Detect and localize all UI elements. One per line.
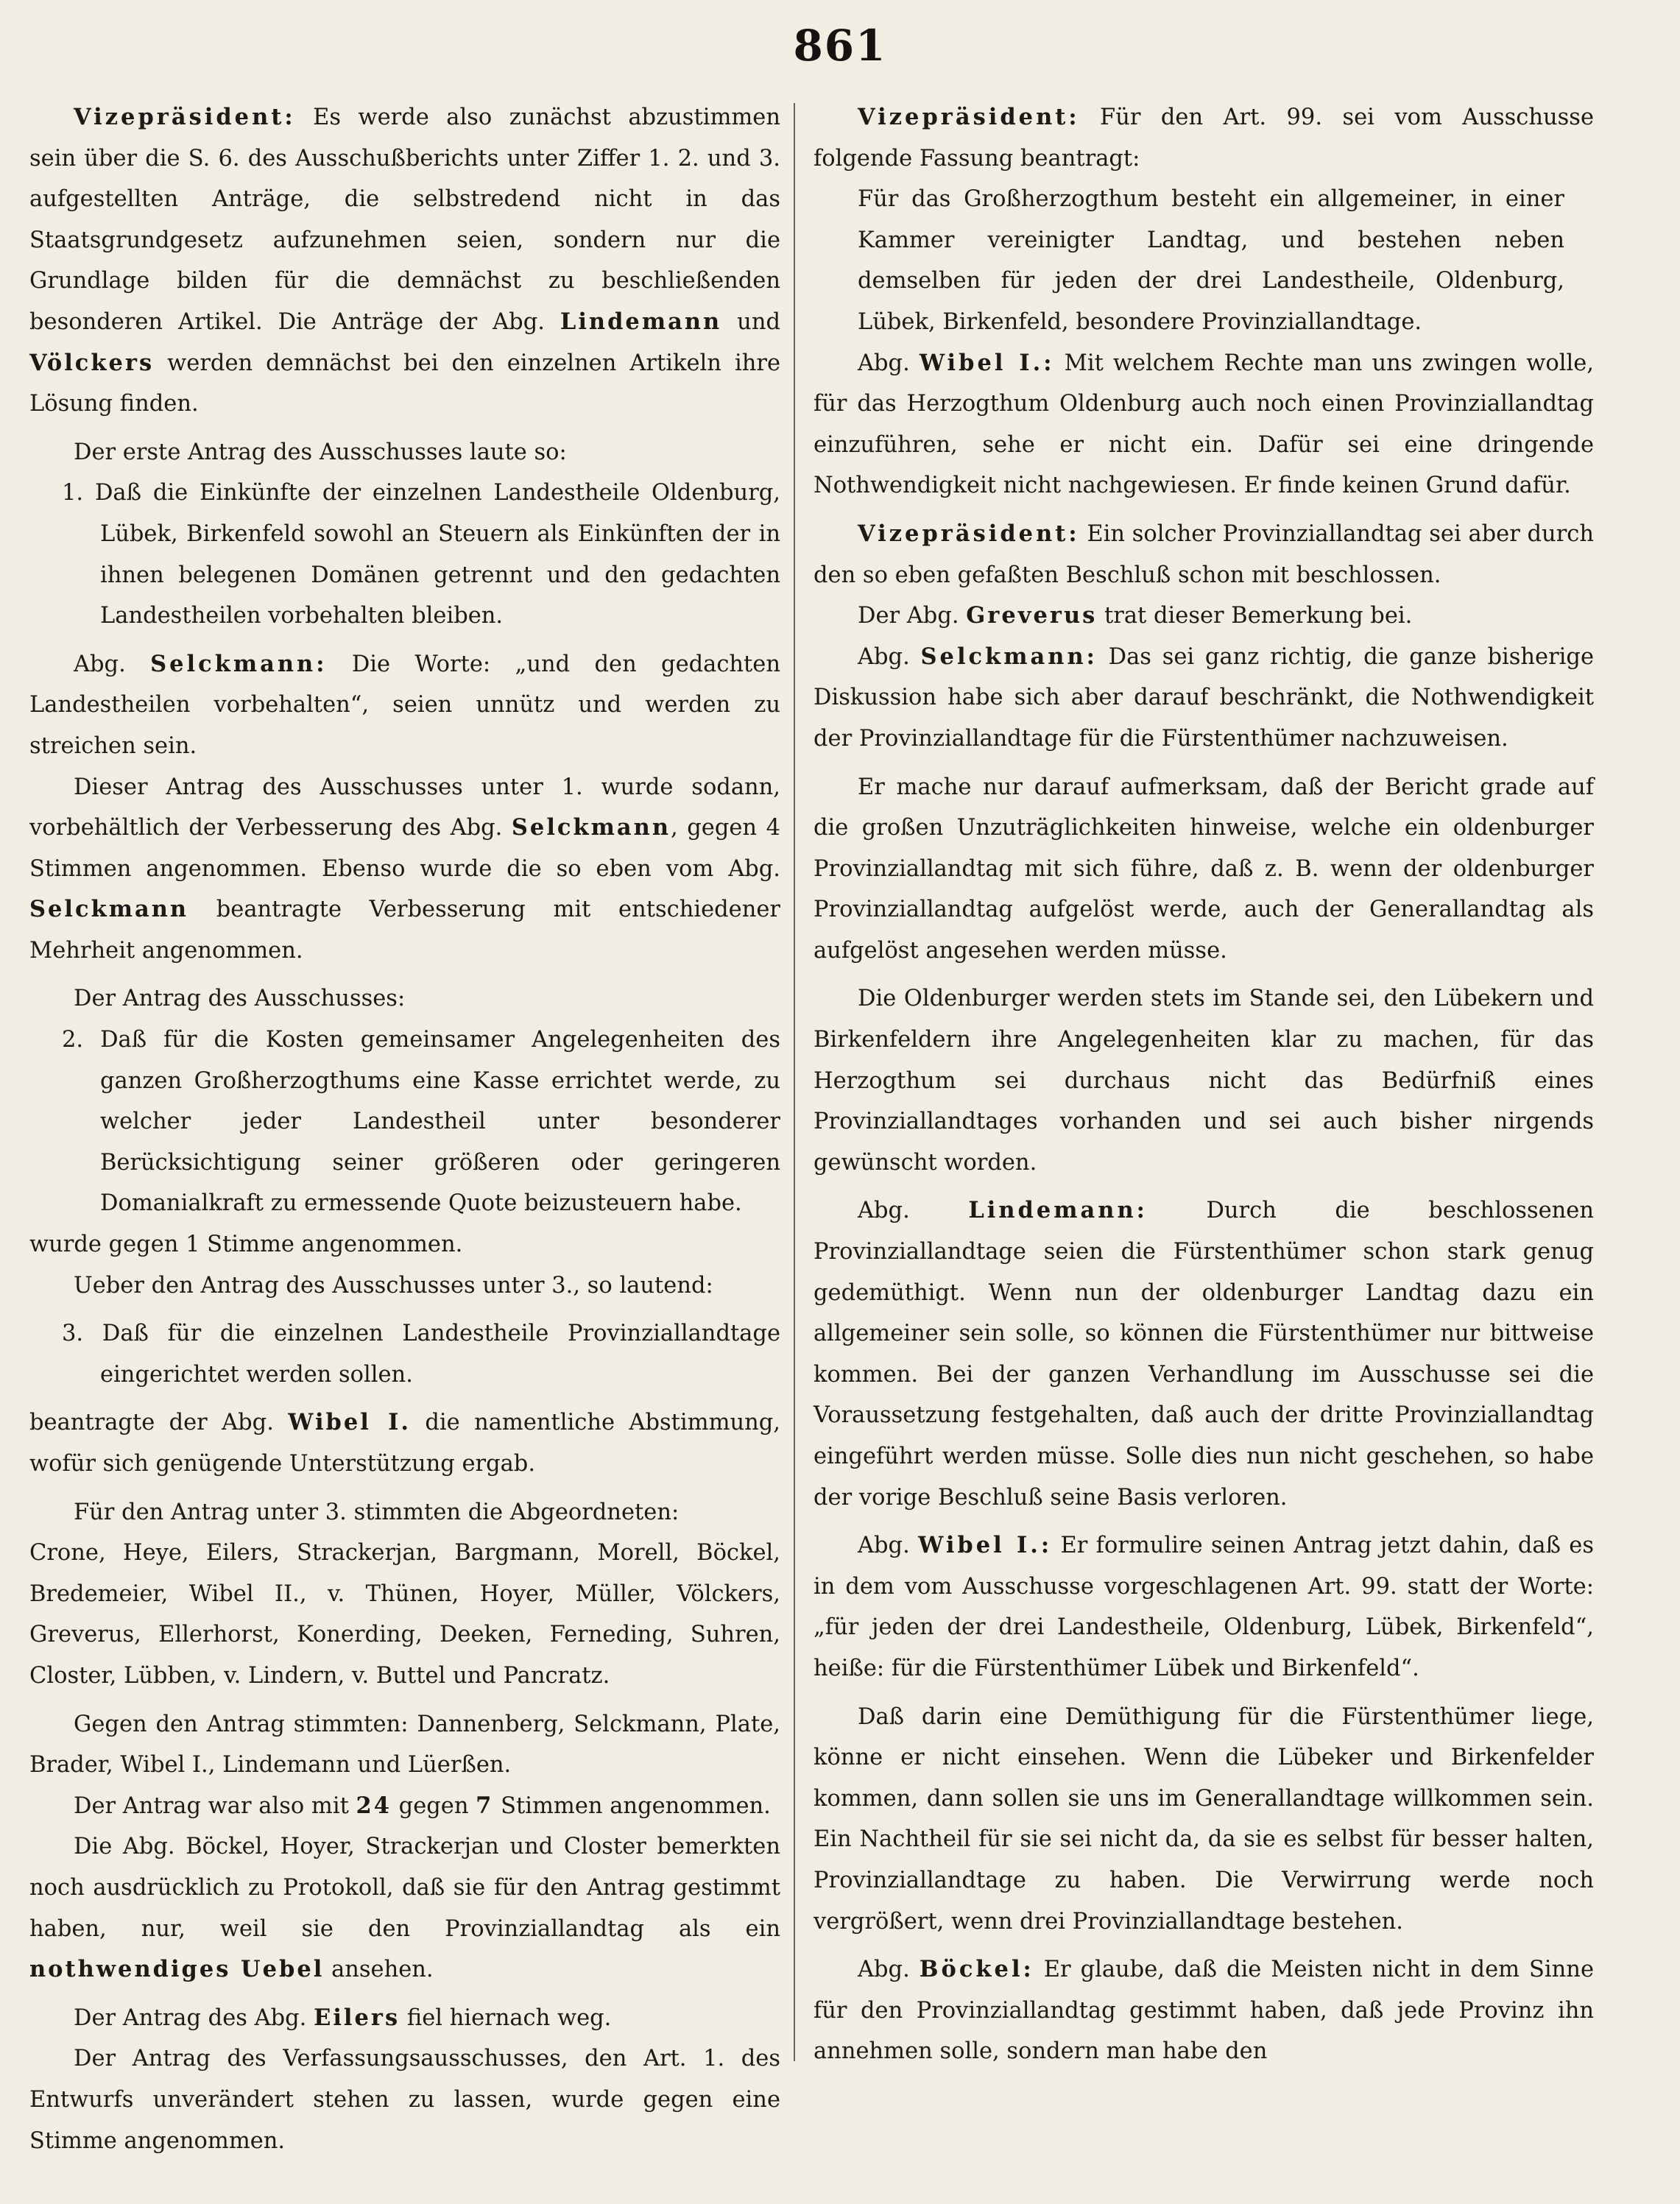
paragraph-text: fiel hiernach weg. <box>400 2005 612 2031</box>
paragraph-text: Dieser Antrag des Ausschusses unter 1. wurde sodann, vorbehältlich der Verbesserung des Abg. <box>29 774 780 841</box>
speaker-name: Vizepräsident: <box>858 520 1080 547</box>
vote-count: 24 <box>356 1792 392 1819</box>
paragraph <box>29 644 780 767</box>
proposed-article: Für das Großherzogthum besteht ein allgemeiner, in einer Kammer vereinigter Landtag, und bestehen neben demselben für jeden der drei Landestheile, Oldenburg, Lübek, Birkenfeld, besondere Provinziallandtage. <box>858 186 1564 335</box>
paragraph-text: Die Worte: „und den gedachten Landestheilen vorbehalten“, seien unnütz und werden zu streichen sein. <box>29 651 780 759</box>
paragraph <box>813 637 1594 760</box>
paragraph: Daß darin eine Demüthigung für die Fürstenthümer liege, könne er nicht einsehen. Wenn die Lübeker und Birkenfelder kommen, dann sollen sie uns im Generallandtage willkommen sein. Ein Nachtheil für sie sei nicht da, da sie es selbst für besser halten, Provinziallandtage zu haben. Die Verwirrung werde noch vergrößert, wenn drei Provinziallandtage bestehen. <box>813 1703 1594 1935</box>
paragraph-text: Es werde also zunächst abzustimmen sein über die S. 6. des Ausschußberichts unter Ziffer 1. 2. und 3. aufgestellten Anträge, die selbstredend nicht in das Staatsgrundgesetz aufzunehmen seien, sondern nur die Grundlage bilden für die demnächst zu beschließenden besonderen Artikel. Die Anträge der Abg. <box>29 105 780 335</box>
paragraph-text: Abg. <box>858 1533 919 1559</box>
page-number: 861 <box>793 21 887 71</box>
paragraph-text: die namentliche Abstimmung, wofür sich genügende Unterstützung ergab. <box>29 1410 780 1477</box>
paragraph-text: trat dieser Bemerkung bei. <box>1097 603 1413 629</box>
speaker-name: Selckmann: <box>920 643 1098 670</box>
paragraph <box>29 1402 780 1484</box>
paragraph-text: ansehen. <box>324 1957 434 1983</box>
emphasized-name: Wibel I. <box>288 1409 412 1436</box>
speaker-name: Böckel: <box>919 1956 1034 1983</box>
paragraph-text: beantragte Verbesserung mit entschiedener Mehrheit angenommen. <box>29 897 780 964</box>
paragraph-text: gegen <box>391 1792 476 1819</box>
emphasized-name: Lindemann <box>560 308 722 335</box>
paragraph-text: werden demnächst bei den einzelnen Artikeln ihre Lösung finden. <box>29 350 780 417</box>
paragraph-text: Der Antrag des Abg. <box>74 2005 314 2031</box>
paragraph <box>813 1949 1594 2072</box>
paragraph-text: und <box>721 308 780 335</box>
right-column <box>813 97 1594 2072</box>
paragraph-text: Abg. <box>858 643 921 670</box>
motion-item: 3. Daß für die einzelnen Landestheile Provinziallandtage eingerichtet werden sollen. <box>62 1321 780 1388</box>
paragraph: Der Antrag des Ausschusses: <box>74 986 406 1012</box>
motion-item: 1. Daß die Einkünfte der einzelnen Landestheile Oldenburg, Lübek, Birkenfeld sowohl an Steuern als Einkünften der in ihnen belegenen Domänen getrennt und den gedachten Landestheilen vorbehalten bleiben. <box>62 480 780 629</box>
speaker-name: Wibel I.: <box>918 1532 1053 1559</box>
paragraph-text: Durch die beschlossenen Provinziallandtage seien die Fürstenthümer schon stark genug gedemüthigt. Wenn nun der oldenburger Landtag dazu ein allgemeiner sein solle, so können die Fürstenthümer nur bittweise kommen. Bei der ganzen Verhandlung im Ausschusse sei die Voraussetzung festgehalten, daß auch der dritte Provinziallandtag eingeführt werden müsse. Solle dies nun nicht geschehen, so habe der vorige Beschluß seine Basis verloren. <box>813 1198 1595 1511</box>
emphasized-phrase: nothwendiges Uebel <box>29 1956 325 1983</box>
paragraph-text: beantragte der Abg. <box>29 1410 289 1436</box>
speaker-name: Selckmann: <box>150 650 328 677</box>
paragraph-text: Abg. <box>74 651 151 677</box>
paragraph <box>813 1190 1594 1518</box>
emphasized-name: Greverus <box>966 602 1098 629</box>
vote-list-against: Gegen den Antrag stimmten: Dannenberg, Selckmann, Plate, Brader, Wibel I., Lindemann und Lüerßen. <box>29 1711 780 1779</box>
emphasized-name: Völckers <box>29 349 155 376</box>
paragraph-text: Der Abg. <box>858 603 967 629</box>
paragraph-text: Abg. <box>858 1198 969 1224</box>
emphasized-name: Eilers <box>314 2004 400 2031</box>
paragraph <box>813 343 1594 506</box>
paragraph-text: Für den Art. 99. sei vom Ausschusse folgende Fassung beantragt: <box>813 105 1594 172</box>
paragraph-text: Stimmen angenommen. <box>493 1792 771 1819</box>
paragraph <box>29 767 780 972</box>
paragraph-text: Er formulire seinen Antrag jetzt dahin, daß es in dem vom Ausschusse vorgeschlagenen Art. 99. statt der Worte: „für jeden der drei Landestheile, Oldenburg, Lübek, Birkenfeld“, heiße: für die Fürstenthümer Lübek und Birkenfeld“. <box>813 1533 1594 1681</box>
emphasized-name: Selckmann <box>511 814 671 841</box>
paragraph-text: , gegen 4 Stimmen angenommen. Ebenso wurde die so eben vom Abg. <box>29 815 780 882</box>
paragraph <box>29 1998 780 2039</box>
vote-count: 7 <box>476 1792 494 1819</box>
paragraph: Der erste Antrag des Ausschusses laute so: <box>74 439 567 465</box>
paragraph-text: Der Antrag war also mit <box>74 1792 356 1819</box>
speaker-name: Wibel I.: <box>919 349 1055 376</box>
paragraph: Er mache nur darauf aufmerksam, daß der Bericht grade auf die großen Unzuträglichkeiten hinweise, welche ein oldenburger Provinziallandtag mit sich führe, daß z. B. wenn der oldenburger Provinziallandtag aufgelöst werde, auch der Generallandtag als aufgelöst angesehen werden müsse. <box>813 774 1594 964</box>
paragraph <box>29 1826 780 1990</box>
paragraph: wurde gegen 1 Stimme angenommen. <box>29 1232 463 1258</box>
paragraph <box>29 1786 780 1827</box>
paragraph: Für den Antrag unter 3. stimmten die Abgeordneten: <box>74 1499 680 1525</box>
paragraph <box>29 97 780 425</box>
paragraph-text: Ein solcher Provinziallandtag sei aber durch den so eben gefaßten Beschluß schon mit beschlossen. <box>813 520 1594 588</box>
speaker-name: Vizepräsident: <box>74 104 296 130</box>
left-column <box>29 97 780 2161</box>
paragraph-text: Er glaube, daß die Meisten nicht in dem Sinne für den Provinziallandtag gestimmt haben, daß jede Provinz ihn annehmen solle, sondern man habe den <box>813 1957 1594 2065</box>
emphasized-name: Selckmann <box>29 896 189 923</box>
motion-item: 2. Daß für die Kosten gemeinsamer Angelegenheiten des ganzen Großherzogthums eine Kasse errichtet werde, zu welcher jeder Landestheil unter besonderer Berücksichtigung seiner größeren oder geringeren Domanialkraft zu ermessende Quote beizusteuern habe. <box>62 1027 780 1217</box>
paragraph-text: Die Abg. Böckel, Hoyer, Strackerjan und Closter bemerkten noch ausdrücklich zu Protokoll, daß sie für den Antrag gestimmt haben, nur, weil sie den Provinziallandtag als ein <box>29 1834 780 1942</box>
paragraph-text: Abg. <box>858 350 920 376</box>
paragraph <box>813 514 1594 596</box>
paragraph: Die Oldenburger werden stets im Stande sei, den Lübekern und Birkenfeldern ihre Angelegenheiten klar zu machen, für das Herzogthum sei durchaus nicht das Bedürfniß eines Provinziallandtages vorhanden und sei auch bisher nirgends gewünscht worden. <box>813 986 1594 1176</box>
column-divider <box>794 103 795 2061</box>
paragraph-text: Das sei ganz richtig, die ganze bisherige Diskussion habe sich aber darauf beschränkt, die Nothwendigkeit der Provinziallandtage für die Fürstenthümer nachzuweisen. <box>813 643 1594 752</box>
paragraph: Der Antrag des Verfassungsausschusses, den Art. 1. des Entwurfs unverändert stehen zu lassen, wurde gegen eine Stimme angenommen. <box>29 2046 780 2154</box>
speaker-name: Vizepräsident: <box>858 104 1080 130</box>
paragraph-text: Abg. <box>858 1957 920 1983</box>
paragraph: Ueber den Antrag des Ausschusses unter 3., so lautend: <box>74 1272 713 1299</box>
speaker-name: Lindemann: <box>968 1197 1148 1224</box>
vote-list-for: Crone, Heye, Eilers, Strackerjan, Bargmann, Morell, Böckel, Bredemeier, Wibel II., v. Thünen, Hoyer, Müller, Völckers, Greverus, Ellerhorst, Konerding, Deeken, Ferneding, Suhren, Closter, Lübben, v. Lindern, v. Buttel und Pancratz. <box>29 1540 780 1689</box>
paragraph <box>813 1525 1594 1689</box>
paragraph-text: Mit welchem Rechte man uns zwingen wolle, für das Herzogthum Oldenburg auch noch einen Provinziallandtag einzuführen, sehe er nicht ein. Dafür sei eine dringende Nothwendigkeit nicht nachgewiesen. Er finde keinen Grund dafür. <box>813 350 1595 499</box>
paragraph <box>813 97 1594 179</box>
paragraph <box>813 596 1594 637</box>
